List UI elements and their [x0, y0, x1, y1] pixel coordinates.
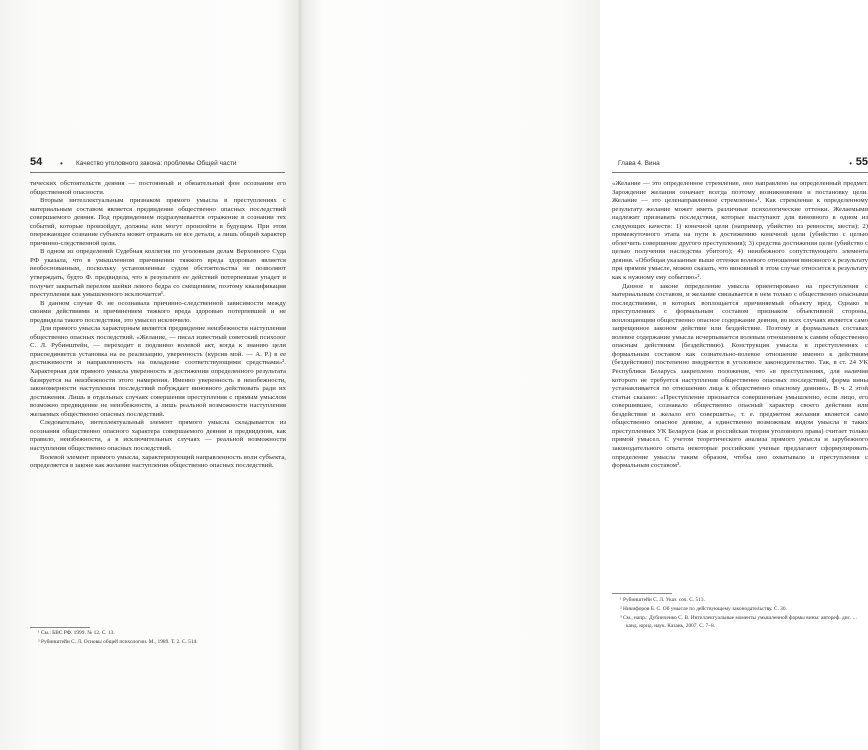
footnote: ² Рубинштейн С. Л. Основы общей психологии. М., 1989. Т. 2. С. 514.	[38, 639, 198, 646]
paragraph: «Желание — это определенное стремление, оно направлено на определенный предмет. Зарождение желания означает всегда поэтому возникновение и постановку цели. Желание — это целенаправленное стремление»¹. Как стремление к определенному результату желание может иметь различные психологические оттенки. Желаемыми надлежит признавать последствия, которые выступают для виновного в одном из следующих качеств: 1) конечной цели (например, убийство из ревности, мести); 2) промежуточного этапа на пути к достижению конечной цели (убийство с целью облегчить совершение другого преступления); 3) средства достижения цели (убийство с целью получения наследства убитого); 4) неизбежного сопутствующего элемента деяния. «Обобщая указанные выше оттенки волевого отношения виновного к результату при прямом умысле, можно сказать, что виновный в этом случае относится к результату как к нужному ему событию»².	[612, 180, 868, 282]
right-page	[300, 0, 868, 750]
left-page	[0, 0, 300, 750]
footnote: ¹ См.: БВС РФ. 1999. № 12. С. 13.	[38, 630, 115, 636]
header-bullet-icon: •	[60, 159, 63, 168]
paragraph: Волевой элемент прямого умысла, характеризующий направленность воли субъекта, определяется в законе как желание наступления общественно опасных последствий.	[30, 453, 286, 470]
right-running-title: Глава 4. Вина	[618, 160, 660, 167]
left-body-text	[30, 180, 286, 471]
right-running-header	[612, 158, 868, 173]
footnote: ¹ Рубинштейн С. Л. Указ. соч. С. 513.	[620, 597, 705, 603]
right-footnotes	[612, 597, 868, 632]
footnote-divider	[612, 593, 672, 594]
paragraph: Вторым интеллектуальным признаком прямого умысла в преступлениях с материальным составом является предвидение общественно опасных последствий совершаемого деяния. Под предвидением подразумевается отражение в сознании тех событий, которые произойдут, должны или могут произойти в будущем. При этом опережающее сознание субъекта может отражать не все детали, а лишь общий характер причинно-следственной цели.	[30, 197, 286, 247]
left-running-header	[30, 158, 285, 173]
paragraph: В одном из определений Судебная коллегия по уголовным делам Верховного Суда РФ указала, что в умышленном причинении тяжкого вреда здоровью является необоснованным, поскольку установленные судом обстоятельства не позволяют утверждать, будто Ф. предвидела, что в результате ее действий потерпевшая упадет и получит закрытый перелом шейки левого бедра со смещением, поэтому квалификация преступления как умышленного исключается¹.	[30, 248, 286, 299]
paragraph: тических обстоятельств деяния — постоянный и обязательный фон осознания его общественной опасности.	[30, 180, 286, 196]
right-body-text	[612, 180, 868, 471]
footnote: ³ См., напр.: Дубинченко С. В. Интеллектуальные моменты умышленной формы вины: автореф. дис. ... канд. юрид. наук. Казань, 2007. С. 7–8.	[620, 615, 857, 629]
header-bullet-icon: •	[849, 159, 852, 168]
paragraph: В данном случае Ф. не осознавала причинно-следственной зависимости между своими действиями и причинением тяжкого вреда здоровью потерпевшей и не предвидела такого последствия, это умысел исключило.	[30, 299, 286, 324]
left-page-number: 54	[30, 156, 43, 168]
paragraph: Для прямого умысла характерным является предвидение неизбежности наступления общественно опасных последствий. «Желание, — писал известный советский психолог С. Л. Рубинштейн, — переходит в подлинно волевой акт, когда к знанию цели присоединяется установка на ее реализацию, уверенность (курсив мой. — А. Р.) в ее достижимости и направленность на овладение соответствующими средствами»². Характерная для прямого умысла уверенность в достижении определенного результата базируется на неизбежности этого намерения. Именно уверенность в неизбежности, закономерности наступления последствий побуждает виновного действовать ради их достижения. Лишь в отдельных случаях совершения преступления с прямым умыслом возможно предвидение не неизбежности, а лишь реальной возможности наступления желаемых общественно опасных последствий.	[30, 325, 286, 418]
right-page-number: 55	[855, 156, 868, 168]
footnote-divider	[30, 627, 90, 628]
paragraph: Данное в законе определение умысла ориентировано на преступления с материальным составом, и желание связывается в нем только с общественно опасными последствиями, в которых воплощается причиняемый объекту вред. Однако в преступлениях с формальным составом признаком объективной стороны, воплощающим общественно опасное содержание деяния, во всех случаях является само запрещенное законом действие или бездействие. Поэтому в формальных составах волевое содержание умысла исчерпывается волевым отношением к самим общественно опасным действиям (бездействию). Конструкция умысла в преступлениях с формальным составом как сознательно-волевое отношение именно к действиям (бездействию) постепенно внедряется в уголовное законодательство. Так, в ст. 24 УК Республики Беларусь закреплено положение, что «в преступлениях, для наличия которого не требуется наступления общественно опасных последствий, форма вины устанавливается по отношению лица к общественно опасному деянию». В ч. 2 этой статьи сказано: «Преступление признается совершенным умышленно, если лицо, его совершившее, сознавало общественно опасный характер своего действия или бездействия и желало его совершить», т. е. предметом желания является само общественно опасное деяние, а единственно возможным видом умысла в таких преступлениях УК Беларуси (как и российская теория уголовного права) считает только прямой умысел. С учетом теоретического анализа прямого умысла и зарубежного законодательного опыта некоторые российские ученые предлагают сформулировать определение умысла таким образом, чтобы оно охватывало и преступления с формальным составом³.	[612, 282, 868, 470]
left-footnotes	[30, 630, 286, 648]
paragraph: Следовательно, интеллектуальный элемент прямого умысла складывается из осознания общественно опасного характера совершаемого деяния и предвидения, как правило, неизбежности, а в исключительных случаях — реальной возможности наступления общественно опасных последствий.	[30, 419, 286, 452]
footnote: ² Никифоров Б. С. Об умысле по действующему законодательству. С. 30.	[620, 606, 787, 613]
left-running-title: Качество уголовного закона: проблемы Общей части	[76, 160, 237, 167]
